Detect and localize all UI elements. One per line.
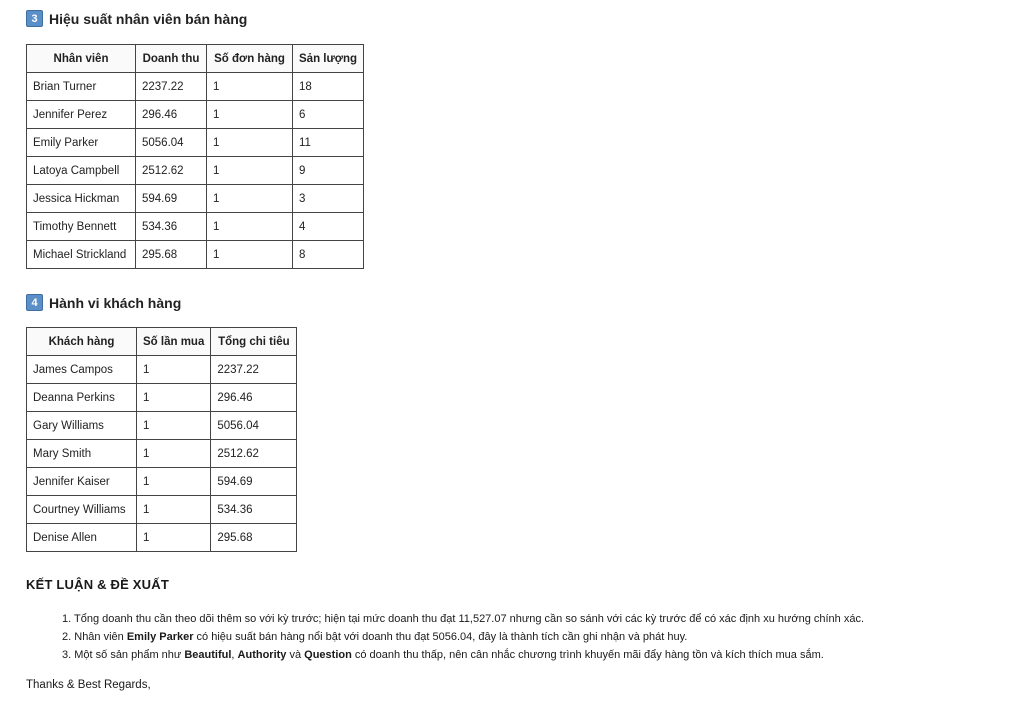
table-cell: 296.46 (211, 384, 297, 412)
column-header: Số đơn hàng (207, 45, 293, 73)
section-title-text: Hành vi khách hàng (49, 294, 182, 311)
list-text: có doanh thu thấp, nên cân nhắc chương trình khuyến mãi đẩy hàng tồn và kích thích mua sắm. (351, 649, 824, 661)
table-cell: Timothy Bennett (27, 213, 136, 241)
list-marker: 2. (62, 631, 72, 643)
table-row (27, 241, 364, 269)
table-row (27, 101, 364, 129)
number-3-icon: 3 (26, 10, 43, 27)
section-employee-performance-title (26, 10, 247, 27)
conclusion-heading: KẾT LUẬN & ĐỀ XUẤT (26, 577, 169, 592)
column-header: Tổng chi tiêu (211, 328, 297, 356)
table-cell: Deanna Perkins (27, 384, 137, 412)
employee-performance-table (26, 44, 364, 269)
table-cell: 3 (293, 185, 364, 213)
table-cell: 1 (207, 73, 293, 101)
table-row (27, 129, 364, 157)
table-row (27, 73, 364, 101)
table-cell: Courtney Williams (27, 496, 137, 524)
table-cell: 2237.22 (211, 356, 297, 384)
table-cell: 11 (293, 129, 364, 157)
table-row (27, 468, 297, 496)
table-cell: 1 (137, 468, 211, 496)
table-row (27, 496, 297, 524)
table-cell: 1 (137, 440, 211, 468)
list-text: và (286, 649, 305, 661)
table-row (27, 356, 297, 384)
table-cell: 295.68 (136, 241, 207, 269)
table-cell: 8 (293, 241, 364, 269)
table-row (27, 384, 297, 412)
sign-off: Thanks & Best Regards, (26, 679, 151, 691)
column-header: Sản lượng (293, 45, 364, 73)
table-cell: 1 (207, 213, 293, 241)
table-cell: Gary Williams (27, 412, 137, 440)
table-row (27, 524, 297, 552)
number-4-icon: 4 (26, 294, 43, 311)
table-cell: Jessica Hickman (27, 185, 136, 213)
table-cell: 1 (137, 524, 211, 552)
list-text: có hiệu suất bán hàng nổi bật với doanh thu đạt 5056.04, đây là thành tích cần ghi nhận và phát huy. (193, 631, 688, 643)
list-item (62, 628, 1012, 646)
list-marker: 3. (62, 649, 72, 661)
table-cell: 594.69 (211, 468, 297, 496)
table-cell: 534.36 (211, 496, 297, 524)
list-text: Nhân viên (74, 631, 127, 643)
table-row (27, 412, 297, 440)
table-cell: 534.36 (136, 213, 207, 241)
table-cell: 1 (137, 412, 211, 440)
table-cell: 1 (207, 185, 293, 213)
table-cell: 1 (207, 157, 293, 185)
table-cell: 1 (137, 384, 211, 412)
table-cell: 1 (137, 496, 211, 524)
section-title-text: Hiệu suất nhân viên bán hàng (49, 10, 248, 27)
list-text: Tổng doanh thu cần theo dõi thêm so với kỳ trước; hiện tại mức doanh thu đạt 11,527.07 nhưng cần so sánh với các kỳ trước để có xác định xu hướng chính xác. (74, 613, 865, 625)
table-cell: 2512.62 (211, 440, 297, 468)
column-header: Khách hàng (27, 328, 137, 356)
list-item (62, 646, 1012, 664)
customer-behavior-table (26, 327, 297, 552)
table-row (27, 157, 364, 185)
table-cell: 1 (137, 356, 211, 384)
table-cell: Brian Turner (27, 73, 136, 101)
table-cell: 5056.04 (136, 129, 207, 157)
product-name-bold: Question (304, 649, 352, 661)
table-cell: Denise Allen (27, 524, 137, 552)
table-cell: 4 (293, 213, 364, 241)
product-name-bold: Beautiful (184, 649, 232, 661)
table-row (27, 185, 364, 213)
list-text: , (231, 649, 238, 661)
table-cell: 1 (207, 101, 293, 129)
table-cell: 5056.04 (211, 412, 297, 440)
table-cell: Mary Smith (27, 440, 137, 468)
column-header: Số lần mua (137, 328, 211, 356)
table-cell: 1 (207, 129, 293, 157)
section-customer-behavior-title (26, 294, 181, 311)
table-row (27, 213, 364, 241)
table-cell: 6 (293, 101, 364, 129)
table-row (27, 440, 297, 468)
table-cell: 2512.62 (136, 157, 207, 185)
conclusion-list (62, 610, 1012, 664)
column-header: Nhân viên (27, 45, 136, 73)
list-item (62, 610, 1012, 628)
table-cell: 2237.22 (136, 73, 207, 101)
table-cell: 18 (293, 73, 364, 101)
employee-name-bold: Emily Parker (126, 631, 194, 643)
table-cell: Latoya Campbell (27, 157, 136, 185)
table-cell: 295.68 (211, 524, 297, 552)
table-cell: Jennifer Perez (27, 101, 136, 129)
product-name-bold: Authority (237, 649, 287, 661)
table-cell: 9 (293, 157, 364, 185)
table-cell: 594.69 (136, 185, 207, 213)
table-header-row (27, 328, 297, 356)
column-header: Doanh thu (136, 45, 207, 73)
table-cell: Jennifer Kaiser (27, 468, 137, 496)
table-cell: 1 (207, 241, 293, 269)
table-header-row (27, 45, 364, 73)
table-cell: 296.46 (136, 101, 207, 129)
table-cell: Michael Strickland (27, 241, 136, 269)
table-cell: Emily Parker (27, 129, 136, 157)
list-marker: 1. (62, 613, 72, 625)
list-text: Một số sản phẩm như (74, 649, 185, 661)
table-cell: James Campos (27, 356, 137, 384)
